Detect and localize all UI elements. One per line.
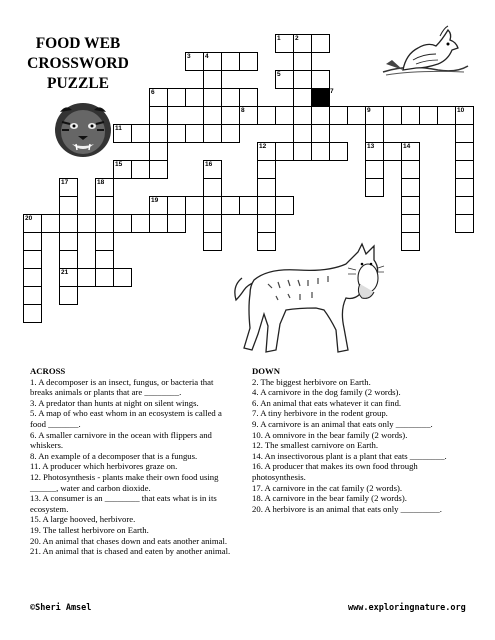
cell-number: 3 bbox=[187, 53, 191, 60]
crossword-cell[interactable] bbox=[167, 88, 186, 107]
crossword-cell[interactable] bbox=[149, 124, 168, 143]
crossword-cell[interactable] bbox=[257, 142, 276, 161]
clue-item: 14. An insectivorous plant is a plant that eats ________. bbox=[252, 450, 447, 461]
down-heading: DOWN bbox=[252, 366, 280, 376]
clue-item: 20. A herbivore is an animal that eats only _________. bbox=[252, 503, 442, 514]
clue-item: 16. A producer that makes its own food through photosynthesis. bbox=[252, 461, 418, 482]
crossword-cell[interactable] bbox=[257, 178, 276, 197]
crossword-cell[interactable] bbox=[23, 304, 42, 323]
clue-item: 9. A carnivore is an animal that eats only ________. bbox=[252, 418, 433, 429]
crossword-cell[interactable] bbox=[329, 142, 348, 161]
crossword-cell[interactable] bbox=[59, 178, 78, 197]
crossword-cell[interactable] bbox=[95, 214, 114, 233]
crossword-cell[interactable] bbox=[257, 214, 276, 233]
crossword-cell[interactable] bbox=[311, 106, 330, 125]
tiger-face-icon bbox=[52, 100, 114, 160]
crossword-cell[interactable] bbox=[383, 142, 402, 161]
crossword-cell[interactable] bbox=[167, 124, 186, 143]
crossword-cell[interactable] bbox=[203, 196, 222, 215]
clue-item: 5. A map of who east whom in an ecosystem is called a food _______. bbox=[30, 408, 222, 429]
crossword-cell[interactable] bbox=[275, 196, 294, 215]
crossword-cell[interactable] bbox=[401, 196, 420, 215]
crossword-cell[interactable] bbox=[239, 52, 258, 71]
cell-number: 17 bbox=[61, 179, 69, 186]
crossword-cell[interactable] bbox=[203, 52, 222, 71]
crossword-cell[interactable] bbox=[455, 106, 474, 125]
crossword-cell[interactable] bbox=[293, 124, 312, 143]
crossword-cell[interactable] bbox=[257, 160, 276, 179]
clue-item: 7. A tiny herbivore in the rodent group. bbox=[252, 408, 388, 419]
crossword-cell[interactable] bbox=[221, 124, 240, 143]
crossword-cell[interactable] bbox=[257, 196, 276, 215]
clue-item: 8. An example of a decomposer that is a fungus. bbox=[30, 450, 198, 461]
crossword-cell[interactable] bbox=[113, 160, 132, 179]
bird-icon bbox=[378, 20, 473, 82]
crossword-cell[interactable] bbox=[293, 142, 312, 161]
across-clue-list bbox=[30, 377, 235, 557]
crossword-cell[interactable] bbox=[293, 106, 312, 125]
crossword-cell[interactable] bbox=[275, 70, 294, 89]
cell-number: 19 bbox=[151, 197, 159, 204]
cell-number: 20 bbox=[25, 215, 33, 222]
cell-number: 15 bbox=[115, 161, 123, 168]
crossword-cell[interactable] bbox=[131, 214, 150, 233]
crossword-cell[interactable] bbox=[365, 142, 384, 161]
clue-item: 6. A smaller carnivore in the ocean with flippers and whiskers. bbox=[30, 429, 212, 451]
clue-item: 6. An animal that eats whatever it can find. bbox=[252, 397, 402, 408]
crossword-cell[interactable] bbox=[275, 142, 294, 161]
cell-number: 13 bbox=[367, 143, 375, 150]
crossword-cell[interactable] bbox=[239, 196, 258, 215]
crossword-cell[interactable] bbox=[455, 178, 474, 197]
cell-number: 5 bbox=[277, 71, 281, 78]
crossword-cell[interactable] bbox=[311, 124, 330, 143]
cell-number: 9 bbox=[367, 107, 371, 114]
clue-item: 3. A predator than hunts at night on silent wings. bbox=[30, 397, 199, 408]
crossword-cell[interactable] bbox=[221, 88, 240, 107]
crossword-cell[interactable] bbox=[311, 88, 330, 107]
crossword-cell[interactable] bbox=[95, 178, 114, 197]
crossword-cell[interactable] bbox=[41, 214, 60, 233]
cell-number: 11 bbox=[115, 125, 122, 132]
clue-item: 18. A carnivore in the bear family (2 words). bbox=[252, 493, 407, 504]
crossword-cell[interactable] bbox=[131, 160, 150, 179]
crossword-cell[interactable] bbox=[275, 106, 294, 125]
crossword-cell[interactable] bbox=[455, 142, 474, 161]
crossword-cell[interactable] bbox=[293, 52, 312, 71]
cell-number: 6 bbox=[151, 89, 155, 96]
clue-item: 19. The tallest herbivore on Earth. bbox=[30, 524, 149, 535]
crossword-cell[interactable] bbox=[59, 268, 78, 287]
crossword-cell[interactable] bbox=[275, 34, 294, 53]
crossword-cell[interactable] bbox=[401, 160, 420, 179]
crossword-cell[interactable] bbox=[257, 106, 276, 125]
down-clues bbox=[252, 366, 464, 514]
crossword-cell[interactable] bbox=[203, 214, 222, 233]
crossword-cell[interactable] bbox=[113, 124, 132, 143]
crossword-cell[interactable] bbox=[59, 250, 78, 269]
crossword-cell[interactable] bbox=[113, 268, 132, 287]
clue-item: 20. An animal that chases down and eats another animal. bbox=[30, 535, 228, 546]
crossword-cell[interactable] bbox=[149, 142, 168, 161]
cell-number: 1 bbox=[277, 35, 281, 42]
cell-number: 8 bbox=[241, 107, 245, 114]
clue-item: 1. A decomposer is an insect, fungus, or bacteria that breaks animals or plants that are ________. bbox=[30, 376, 214, 398]
cell-number: 7 bbox=[330, 88, 334, 95]
crossword-cell[interactable] bbox=[203, 88, 222, 107]
copyright-text: ©Sheri Amsel bbox=[30, 603, 92, 613]
crossword-cell[interactable] bbox=[365, 106, 384, 125]
clue-item: 17. A carnivore in the cat family (2 words). bbox=[252, 482, 403, 493]
crossword-cell[interactable] bbox=[329, 106, 348, 125]
clue-item: 2. The biggest herbivore on Earth. bbox=[252, 376, 371, 387]
crossword-cell[interactable] bbox=[185, 52, 204, 71]
across-heading: ACROSS bbox=[30, 366, 66, 376]
crossword-cell[interactable] bbox=[95, 268, 114, 287]
crossword-cell[interactable] bbox=[311, 142, 330, 161]
crossword-cell[interactable] bbox=[311, 34, 330, 53]
crossword-cell[interactable] bbox=[95, 196, 114, 215]
crossword-cell[interactable] bbox=[77, 214, 96, 233]
crossword-cell[interactable] bbox=[77, 268, 96, 287]
crossword-cell[interactable] bbox=[239, 88, 258, 107]
crossword-cell[interactable] bbox=[23, 250, 42, 269]
crossword-cell[interactable] bbox=[23, 286, 42, 305]
crossword-cell[interactable] bbox=[401, 214, 420, 233]
crossword-cell[interactable] bbox=[293, 34, 312, 53]
clue-item: 13. A consumer is an ________ that eats what is in its ecosystem. bbox=[30, 493, 217, 514]
clue-item: 10. A omnivore in the bear family (2 words). bbox=[252, 429, 408, 440]
clue-item: 21. An animal that is chased and eaten by another animal. bbox=[30, 546, 231, 557]
crossword-cell[interactable] bbox=[23, 232, 42, 251]
crossword-cell[interactable] bbox=[203, 160, 222, 179]
across-clues bbox=[30, 366, 235, 557]
clue-item: 12. The smallest carnivore on Earth. bbox=[252, 440, 379, 451]
crossword-cell[interactable] bbox=[203, 178, 222, 197]
crossword-cell[interactable] bbox=[203, 106, 222, 125]
crossword-cell[interactable] bbox=[185, 196, 204, 215]
crossword-cell[interactable] bbox=[149, 196, 168, 215]
crossword-cell[interactable] bbox=[149, 160, 168, 179]
title-line-3: PUZZLE bbox=[46, 75, 109, 92]
cell-number: 18 bbox=[97, 179, 105, 186]
crossword-cell[interactable] bbox=[23, 268, 42, 287]
clue-item: 15. A large hooved, herbivore. bbox=[30, 514, 136, 525]
crossword-cell[interactable] bbox=[221, 52, 240, 71]
crossword-cell[interactable] bbox=[365, 178, 384, 197]
crossword-cell[interactable] bbox=[59, 214, 78, 233]
clue-item: 4. A carnivore in the dog family (2 words). bbox=[252, 387, 401, 398]
lynx-icon bbox=[228, 238, 386, 360]
crossword-cell[interactable] bbox=[401, 178, 420, 197]
cell-number: 16 bbox=[205, 161, 213, 168]
crossword-cell[interactable] bbox=[59, 232, 78, 251]
crossword-cell[interactable] bbox=[167, 214, 186, 233]
crossword-cell[interactable] bbox=[59, 196, 78, 215]
crossword-cell[interactable] bbox=[365, 124, 384, 143]
crossword-cell[interactable] bbox=[203, 232, 222, 251]
title-line-2: CROSSWORD bbox=[27, 55, 129, 72]
cell-number: 4 bbox=[205, 53, 209, 60]
crossword-cell[interactable] bbox=[221, 196, 240, 215]
crossword-cell[interactable] bbox=[203, 124, 222, 143]
clue-item: 12. Photosynthesis - plants make their own food using ______, water and carbon dioxide. bbox=[30, 471, 219, 493]
title-line-1: FOOD WEB bbox=[35, 35, 121, 52]
crossword-cell[interactable] bbox=[113, 214, 132, 233]
crossword-cell[interactable] bbox=[401, 142, 420, 161]
crossword-cell[interactable] bbox=[455, 196, 474, 215]
crossword-cell[interactable] bbox=[239, 106, 258, 125]
cell-number: 12 bbox=[259, 143, 267, 150]
crossword-cell[interactable] bbox=[185, 88, 204, 107]
down-clue-list bbox=[252, 377, 464, 515]
crossword-cell[interactable] bbox=[149, 88, 168, 107]
crossword-cell[interactable] bbox=[149, 214, 168, 233]
crossword-cell[interactable] bbox=[455, 160, 474, 179]
crossword-cell[interactable] bbox=[311, 70, 330, 89]
crossword-cell[interactable] bbox=[347, 106, 366, 125]
crossword-cell[interactable] bbox=[95, 250, 114, 269]
crossword-cell[interactable] bbox=[59, 286, 78, 305]
crossword-cell[interactable] bbox=[293, 70, 312, 89]
crossword-cell[interactable] bbox=[401, 106, 420, 125]
cell-number: 21 bbox=[61, 269, 69, 276]
crossword-cell[interactable] bbox=[203, 70, 222, 89]
crossword-cell[interactable] bbox=[455, 214, 474, 233]
crossword-cell[interactable] bbox=[185, 124, 204, 143]
clue-item: 11. A producer which herbivores graze on. bbox=[30, 461, 178, 472]
crossword-cell[interactable] bbox=[23, 214, 42, 233]
website-url: www.exploringnature.org bbox=[348, 603, 466, 613]
crossword-cell[interactable] bbox=[167, 196, 186, 215]
crossword-cell[interactable] bbox=[401, 232, 420, 251]
crossword-cell[interactable] bbox=[455, 124, 474, 143]
cell-number: 2 bbox=[295, 35, 299, 42]
crossword-cell[interactable] bbox=[383, 106, 402, 125]
crossword-cell[interactable] bbox=[95, 232, 114, 251]
cell-number: 14 bbox=[403, 143, 411, 150]
crossword-cell[interactable] bbox=[293, 88, 312, 107]
crossword-cell[interactable] bbox=[419, 106, 438, 125]
crossword-cell[interactable] bbox=[131, 124, 150, 143]
cell-number: 10 bbox=[457, 107, 465, 114]
crossword-cell[interactable] bbox=[365, 160, 384, 179]
crossword-cell[interactable] bbox=[437, 106, 456, 125]
crossword-cell[interactable] bbox=[149, 106, 168, 125]
